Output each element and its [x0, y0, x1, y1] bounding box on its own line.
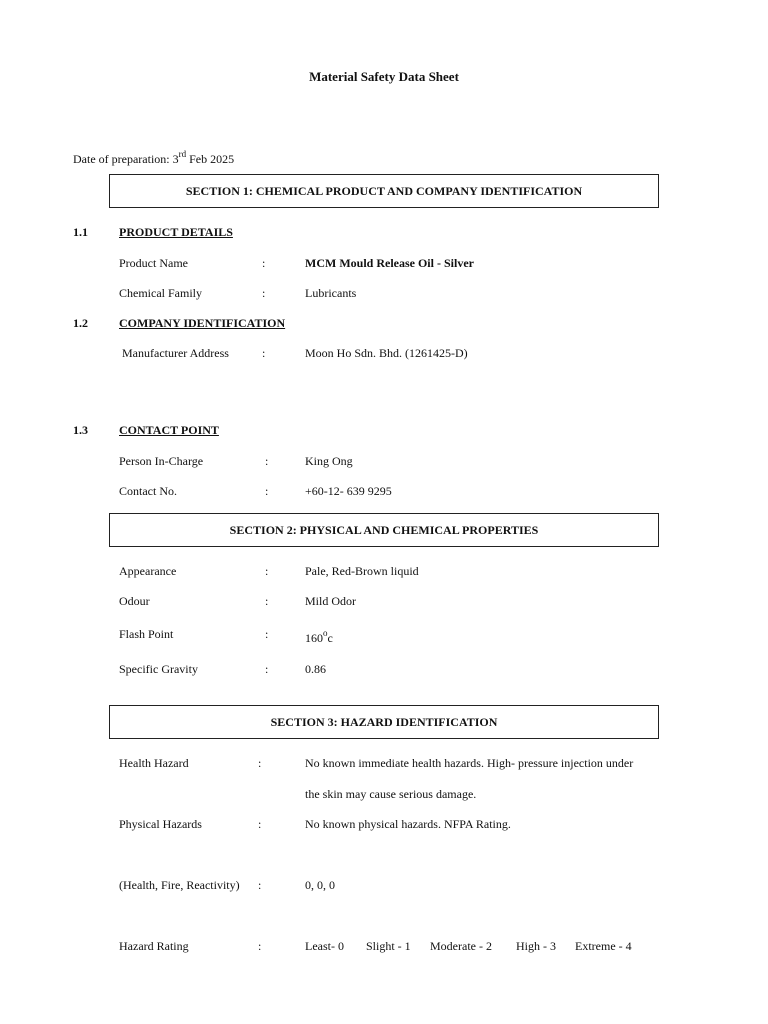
manufacturer-colon: : — [262, 346, 266, 360]
hazard-rating-item-4: Extreme - 4 — [575, 939, 632, 953]
specific-gravity-label: Specific Gravity — [119, 662, 198, 676]
flash-point-label: Flash Point — [119, 627, 174, 641]
subsection-1-2-number: 1.2 — [73, 316, 88, 330]
section-1-header — [109, 174, 659, 208]
hazard-rating-item-2: Moderate - 2 — [430, 939, 492, 953]
hfr-label: (Health, Fire, Reactivity) — [119, 878, 240, 892]
contact-no-label: Contact No. — [119, 484, 177, 498]
subsection-1-2-title: COMPANY IDENTIFICATION — [119, 316, 286, 330]
flash-point-value — [305, 628, 333, 646]
chemical-family-label: Chemical Family — [119, 286, 202, 300]
health-hazard-colon: : — [258, 756, 262, 770]
date-rest: Feb 2025 — [186, 152, 235, 166]
product-name-colon: : — [262, 256, 266, 270]
date-of-preparation — [73, 149, 235, 167]
chemical-family-value: Lubricants — [305, 286, 357, 300]
hazard-rating-colon: : — [258, 939, 262, 953]
hazard-rating-item-1: Slight - 1 — [366, 939, 411, 953]
health-hazard-value-line1: No known immediate health hazards. High- pressure injection under — [305, 756, 634, 770]
appearance-value: Pale, Red-Brown liquid — [305, 564, 419, 578]
contact-no-value: +60-12- 639 9295 — [305, 484, 392, 498]
subsection-1-1-number: 1.1 — [73, 225, 88, 239]
manufacturer-value: Moon Ho Sdn. Bhd. (1261425-D) — [305, 346, 468, 360]
physical-hazards-label: Physical Hazards — [119, 817, 202, 831]
specific-gravity-colon: : — [265, 662, 269, 676]
manufacturer-label: Manufacturer Address — [122, 346, 229, 360]
hazard-rating-item-3: High - 3 — [516, 939, 556, 953]
section-1-heading: SECTION 1: CHEMICAL PRODUCT AND COMPANY IDENTIFICATION — [185, 183, 583, 198]
hazard-rating-item-0: Least- 0 — [305, 939, 344, 953]
physical-hazards-colon: : — [258, 817, 262, 831]
health-hazard-label: Health Hazard — [119, 756, 189, 770]
specific-gravity-value: 0.86 — [305, 662, 326, 676]
flash-point-unit: c — [327, 631, 333, 645]
chemical-family-colon: : — [262, 286, 266, 300]
odour-colon: : — [265, 594, 269, 608]
subsection-1-1-title: PRODUCT DETAILS — [119, 225, 233, 239]
date-label: Date of preparation: 3 — [73, 152, 179, 166]
person-in-charge-colon: : — [265, 454, 269, 468]
person-in-charge-value: King Ong — [305, 454, 353, 468]
appearance-colon: : — [265, 564, 269, 578]
hfr-colon: : — [258, 878, 262, 892]
flash-point-colon: : — [265, 627, 269, 641]
product-name-value: MCM Mould Release Oil - Silver — [305, 256, 474, 270]
contact-no-colon: : — [265, 484, 269, 498]
product-name-label: Product Name — [119, 256, 188, 270]
subsection-1-3-number: 1.3 — [73, 423, 88, 437]
hazard-rating-label: Hazard Rating — [119, 939, 189, 953]
section-3-heading: SECTION 3: HAZARD IDENTIFICATION — [270, 714, 498, 729]
flash-point-degree: o — [323, 628, 328, 638]
physical-hazards-value: No known physical hazards. NFPA Rating. — [305, 817, 511, 831]
appearance-label: Appearance — [119, 564, 177, 578]
section-3-header — [109, 705, 659, 739]
date-suffix: rd — [178, 149, 187, 159]
subsection-1-3-title: CONTACT POINT — [119, 423, 219, 437]
odour-label: Odour — [119, 594, 150, 608]
odour-value: Mild Odor — [305, 594, 356, 608]
person-in-charge-label: Person In-Charge — [119, 454, 204, 468]
flash-point-number: 160 — [305, 631, 323, 645]
health-hazard-value-line2: the skin may cause serious damage. — [305, 787, 477, 801]
document-title: Material Safety Data Sheet — [309, 69, 459, 84]
hfr-value: 0, 0, 0 — [305, 878, 335, 892]
section-2-header — [109, 513, 659, 547]
section-2-heading: SECTION 2: PHYSICAL AND CHEMICAL PROPERTIES — [229, 522, 539, 537]
